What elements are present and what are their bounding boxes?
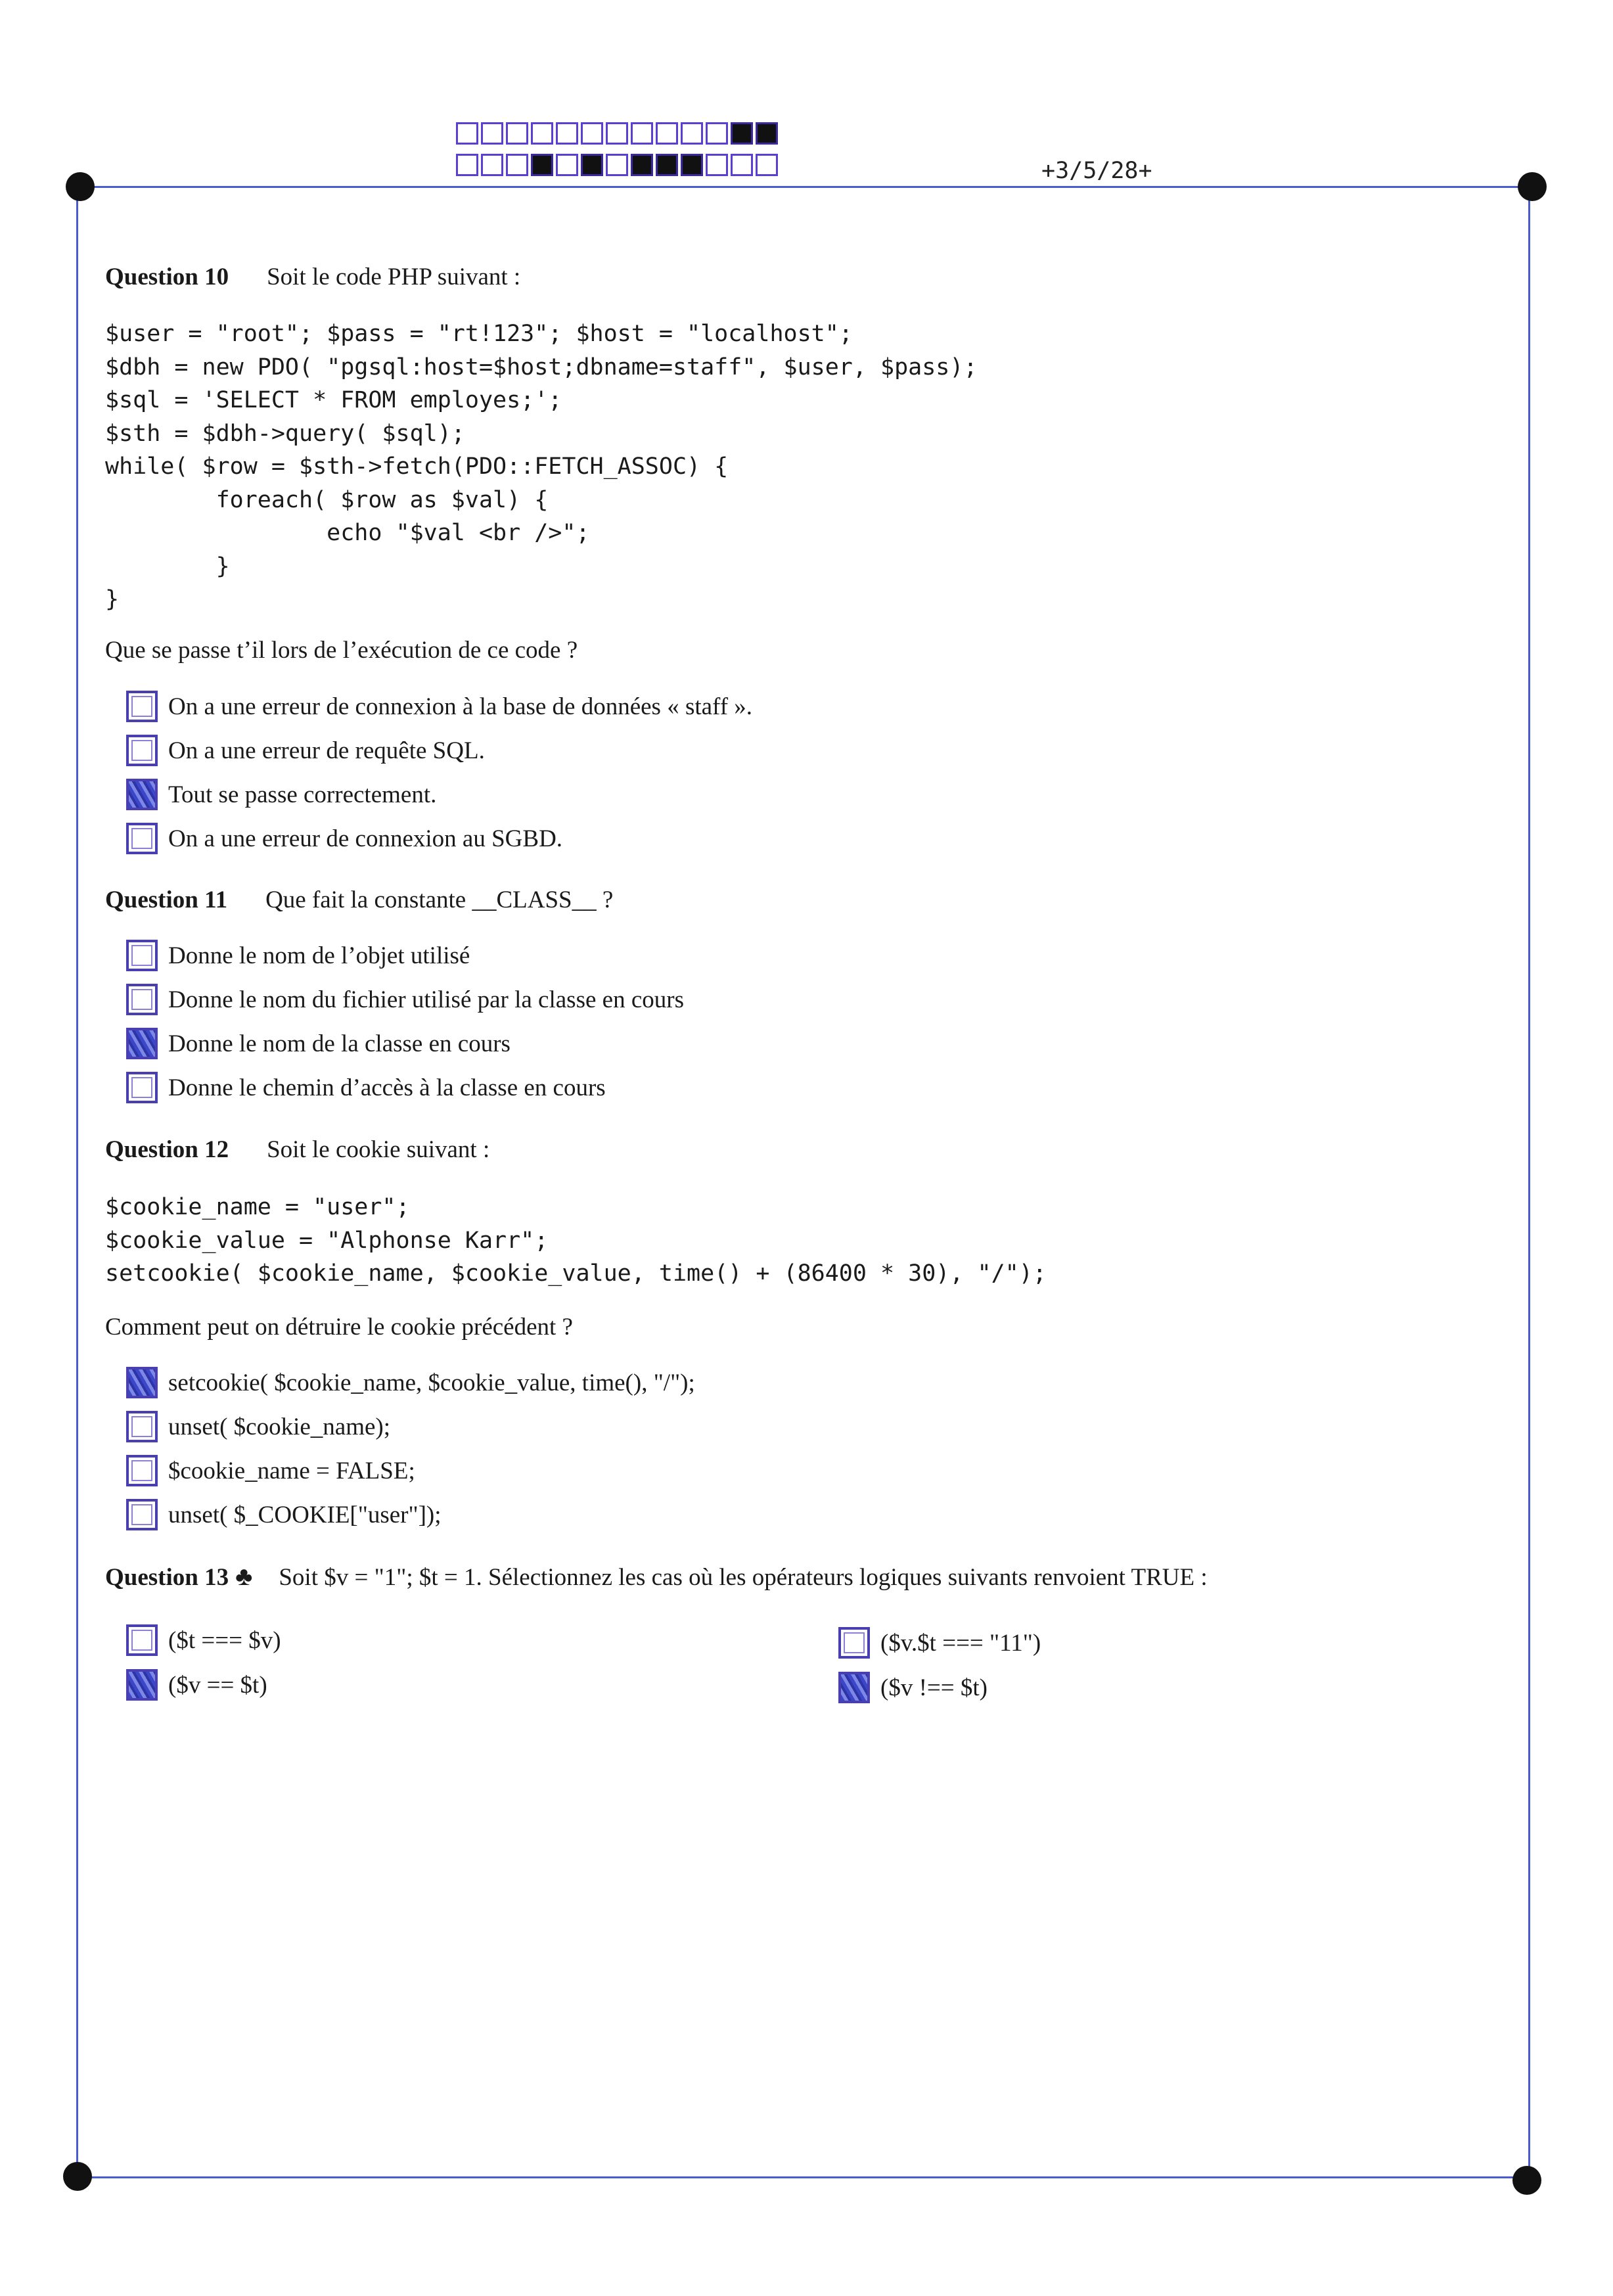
barcode-cell-empty — [556, 122, 578, 145]
checkbox[interactable] — [126, 779, 158, 810]
question-text: Soit $v = "1"; $t = 1. Sélectionnez les cas où les opérateurs logiques suivants renvoient TRUE : — [279, 1564, 1208, 1591]
barcode-cell-empty — [756, 154, 778, 176]
checkbox[interactable] — [126, 1367, 158, 1398]
answer-label: ($t === $v) — [168, 1626, 281, 1654]
barcode-cell-filled — [581, 154, 603, 176]
barcode-row-bottom — [456, 154, 778, 176]
checkbox[interactable] — [838, 1672, 870, 1703]
checkbox[interactable] — [126, 1411, 158, 1442]
answer-label: setcookie( $cookie_name, $cookie_value, time(), "/"); — [168, 1369, 695, 1396]
barcode-cell-empty — [731, 154, 753, 176]
barcode-cell-empty — [631, 122, 653, 145]
barcode-cell-empty — [706, 122, 728, 145]
barcode-cell-filled — [731, 122, 753, 145]
q12-answer-3[interactable] — [126, 1455, 415, 1486]
question-10-prompt: Que se passe t’il lors de l’exécution de ce code ? — [105, 637, 578, 664]
barcode-cell-empty — [681, 122, 703, 145]
club-icon: ♣ — [235, 1561, 253, 1591]
corner-mark-bottom-right — [1512, 2166, 1541, 2195]
barcode-cell-empty — [506, 122, 528, 145]
barcode-cell-empty — [581, 122, 603, 145]
answer-label: Donne le nom de l’objet utilisé — [168, 942, 470, 969]
barcode-cell-empty — [506, 154, 528, 176]
frame-left — [76, 186, 78, 2177]
frame-right — [1528, 186, 1530, 2177]
barcode-cell-empty — [706, 154, 728, 176]
barcode-cell-empty — [481, 122, 503, 145]
question-number: Question 13 — [105, 1564, 229, 1591]
barcode-cell-empty — [481, 154, 503, 176]
q11-answer-1[interactable] — [126, 940, 470, 971]
barcode-cell-filled — [681, 154, 703, 176]
q12-answer-2[interactable] — [126, 1411, 390, 1442]
question-text: Soit le code PHP suivant : — [267, 264, 521, 290]
barcode-row-top — [456, 122, 778, 145]
checkbox[interactable] — [838, 1627, 870, 1659]
barcode-cell-empty — [656, 122, 678, 145]
q13-answer-1[interactable] — [126, 1624, 281, 1656]
q10-answer-1[interactable] — [126, 691, 752, 722]
answer-label: On a une erreur de connexion à la base de données « staff ». — [168, 693, 753, 720]
answer-label: Donne le nom du fichier utilisé par la classe en cours — [168, 986, 684, 1013]
q12-answer-4[interactable] — [126, 1499, 442, 1530]
barcode-cell-empty — [456, 122, 478, 145]
q10-answer-2[interactable] — [126, 735, 485, 766]
frame-top — [81, 186, 1533, 188]
answer-label: unset( $_COOKIE["user"]); — [168, 1501, 442, 1528]
barcode-cell-filled — [756, 122, 778, 145]
question-text: Que fait la constante __CLASS__ ? — [265, 886, 614, 913]
barcode-cell-filled — [531, 154, 553, 176]
checkbox[interactable] — [126, 1028, 158, 1059]
checkbox[interactable] — [126, 1669, 158, 1701]
question-11-title — [105, 886, 613, 914]
answer-label: unset( $cookie_name); — [168, 1413, 391, 1440]
page-id: +3/5/28+ — [1041, 158, 1152, 184]
checkbox[interactable] — [126, 1455, 158, 1486]
corner-mark-top-left — [66, 172, 95, 201]
answer-label: $cookie_name = FALSE; — [168, 1457, 415, 1484]
checkbox[interactable] — [126, 735, 158, 766]
question-10-code: $user = "root"; $pass = "rt!123"; $host = "localhost"; $dbh = new PDO( "pgsql:host=$host;dbname=staff", $user, $pass); $sql = 'SELECT * FROM employes;'; $sth = $dbh->query( $sql); while( $row = $sth->fetch(PDO::FETCH_ASSOC) { foreach( $row as $val) { echo "$val <br />"; } } — [105, 321, 978, 612]
checkbox[interactable] — [126, 691, 158, 722]
q12-answer-1[interactable] — [126, 1367, 695, 1398]
checkbox[interactable] — [126, 823, 158, 854]
question-12-title — [105, 1136, 489, 1164]
corner-mark-bottom-left — [63, 2162, 92, 2191]
barcode-cell-empty — [606, 122, 628, 145]
checkbox[interactable] — [126, 1499, 158, 1530]
answer-label: Donne le nom de la classe en cours — [168, 1030, 511, 1057]
question-12-code: $cookie_name = "user"; $cookie_value = "Alphonse Karr"; setcookie( $cookie_name, $cookie_value, time() + (86400 * 30), "/"); — [105, 1194, 1047, 1287]
answer-label: On a une erreur de connexion au SGBD. — [168, 825, 563, 852]
question-13-title — [105, 1561, 1208, 1592]
barcode-cell-empty — [556, 154, 578, 176]
q11-answer-4[interactable] — [126, 1072, 606, 1103]
checkbox[interactable] — [126, 1624, 158, 1656]
question-number: Question 11 — [105, 886, 228, 913]
checkbox[interactable] — [126, 1072, 158, 1103]
checkbox[interactable] — [126, 940, 158, 971]
question-10-title — [105, 263, 520, 291]
question-number: Question 12 — [105, 1136, 229, 1163]
checkbox[interactable] — [126, 984, 158, 1015]
frame-bottom — [81, 2176, 1533, 2178]
barcode-cell-filled — [631, 154, 653, 176]
q13-answer-3[interactable] — [838, 1627, 1041, 1659]
answer-label: Tout se passe correctement. — [168, 781, 437, 808]
q10-answer-3[interactable] — [126, 779, 436, 810]
q13-answer-4[interactable] — [838, 1672, 988, 1703]
answer-label: ($v !== $t) — [880, 1674, 988, 1701]
barcode-cell-filled — [656, 154, 678, 176]
answer-label: ($v.$t === "11") — [880, 1629, 1041, 1657]
barcode-cell-empty — [531, 122, 553, 145]
barcode-cell-empty — [456, 154, 478, 176]
barcode-cell-empty — [606, 154, 628, 176]
question-number: Question 10 — [105, 264, 229, 290]
answer-label: Donne le chemin d’accès à la classe en cours — [168, 1074, 606, 1101]
answer-label: ($v == $t) — [168, 1671, 267, 1699]
corner-mark-top-right — [1518, 172, 1547, 201]
q11-answer-2[interactable] — [126, 984, 684, 1015]
q13-answer-2[interactable] — [126, 1669, 267, 1701]
question-12-prompt: Comment peut on détruire le cookie précédent ? — [105, 1314, 573, 1341]
q11-answer-3[interactable] — [126, 1028, 511, 1059]
answer-label: On a une erreur de requête SQL. — [168, 737, 485, 764]
question-text: Soit le cookie suivant : — [267, 1136, 490, 1163]
q10-answer-4[interactable] — [126, 823, 562, 854]
